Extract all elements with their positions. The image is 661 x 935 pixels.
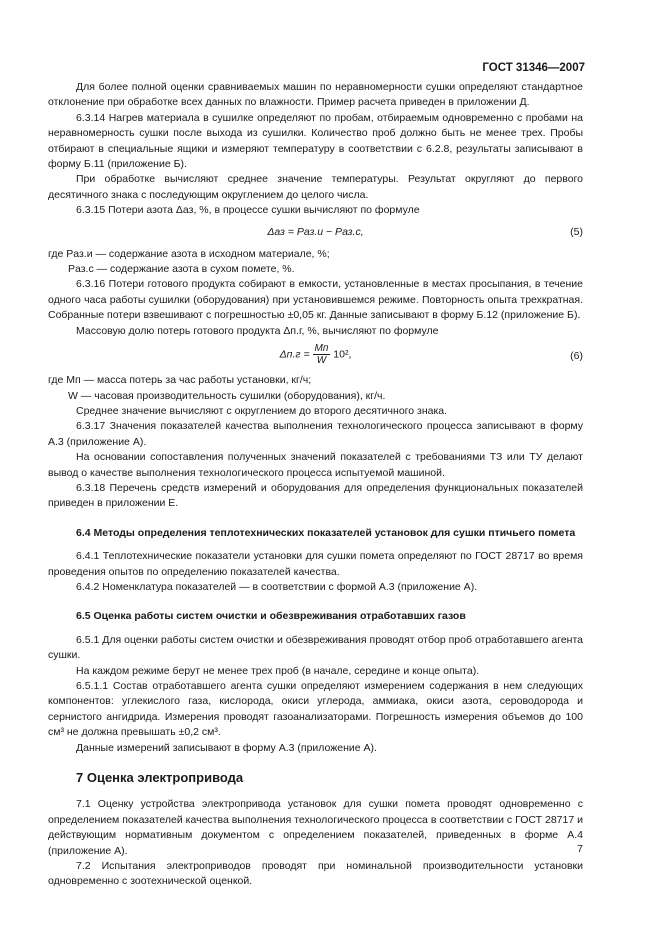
fraction-denominator: W [316,355,327,367]
formula-5 [48,219,583,247]
formula-6 [48,339,583,373]
paragraph: 6.4.1 Теплотехнические показатели установки для сушки помета определяют по ГОСТ 28717 во время проведения опытов по определению показателей качества. [48,550,583,578]
paragraph: На каждом режиме берут не менее трех проб (в начале, середине и конце опыта). [76,664,480,677]
where-clause: где Mп — масса потерь за час работы установки, кг/ч; [48,374,312,387]
paragraph: Массовую долю потерь готового продукта Δп.г, %, вычисляют по формуле [76,324,439,337]
paragraph: При обработке вычисляют среднее значение температуры. Результат округляют до первого десятичного знака с последующим округлением до целого числа. [48,173,583,201]
paragraph: 6.4.2 Номенклатура показателей — в соответствии с формой А.3 (приложение А). [76,580,478,593]
paragraph: 7.1 Оценку устройства электропривода установок для сушки помета проводят одновременно с определением показателей качества выполнения технологического процесса в соответствии с ГОСТ 28717 и действующим нормативным документом с определением показателей, приведенных в форме А.4 (приложение А). [48,798,583,857]
formula-6-right: 10², [333,348,352,361]
page-number: 7 [577,843,583,855]
paragraph: 6.5.1 Для оценки работы систем очистки и обезвреживания проводят отбор проб отработавшего агента сушки. [48,633,583,662]
paragraph: На основании сопоставления полученных значений показателей с требованиями ТЗ или ТУ делают вывод о качестве выполнения технологического процесса испытуемой машиной. [48,451,583,479]
paragraph: 6.3.14 Нагрев материала в сушилке определяют по пробам, отбираемым одновременно с пробами на неравномерность сушки после выхода из сушилки. Количество проб должно быть не менее трех. Пробы отбирают в специальные ящики и измеряют температуру в соответствии с 6.2.8, результаты записывают в форму Б.11 (приложение Б). [48,111,583,171]
formula-6-fraction [313,343,331,366]
formula-5-number: (5) [570,225,583,238]
paragraph: 6.5.1.1 Состав отработавшего агента сушки определяют измерением содержания в нем следующих компонентов: углекислого газа, кислорода, окиси углерода, аммиака, окиси азота, сероводорода и сернистого ангидрида. Измерения проводят газоанализаторами. Погрешность измерения объемов до 100 см³ не должна превышать ±0,2 см³. [48,680,583,739]
paragraph: 6.3.17 Значения показателей качества выполнения технологического процесса записывают в форму А.3 (приложение А). [48,420,583,448]
section-heading-6-5: 6.5 Оценка работы систем очистки и обезвреживания отработавших газов [76,610,466,623]
document-body [48,80,583,890]
paragraph: Среднее значение вычисляют с округлением до второго десятичного знака. [76,404,448,417]
formula-6-expression [48,343,583,366]
formula-6-number: (6) [570,350,583,363]
section-heading-7: 7 Оценка электропривода [76,770,244,786]
where-clause: Pаз.с — содержание азота в сухом помете, %. [68,263,295,276]
paragraph: 6.3.15 Потери азота Δаз, %, в процессе сушки вычисляют по формуле [76,204,420,217]
where-clause: W — часовая производительность сушилки (оборудования), кг/ч. [68,389,386,402]
formula-5-expression: Δаз = Pаз.и − Pаз.с, [267,225,364,238]
paragraph: 6.3.16 Потери готового продукта собирают в емкости, установленные в местах просыпания, в течение одного часа работы сушилки (оборудования) при установившемся режиме. Повторность опыта трехкратная. Собранные потери взвешивают с погрешностью ±0,05 кг. Данные записывают в форму Б.12 (приложение Б). [48,278,583,322]
paragraph: Для более полной оценки сравниваемых машин по неравномерности сушки определяют стандартное отклонение при обработке всех данных по влажности. Пример расчета приведен в приложении Д. [48,81,583,109]
where-clause: где Pаз.и — содержание азота в исходном материале, %; [48,247,330,260]
standard-header: ГОСТ 31346—2007 [482,62,585,74]
fraction-numerator: Mп [314,343,329,355]
paragraph: 6.3.18 Перечень средств измерений и оборудования для определения функциональных показателей приведен в приложении Е. [48,481,583,510]
formula-6-left: Δп.г = [279,348,310,361]
section-heading-6-4: 6.4 Методы определения теплотехнических показателей установок для сушки птичьего помета [76,526,576,539]
paragraph: 7.2 Испытания электроприводов проводят при номинальной производительности установки одновременно с зоотехнической оценкой. [48,860,583,888]
paragraph: Данные измерений записывают в форму А.3 (приложение А). [76,741,377,754]
